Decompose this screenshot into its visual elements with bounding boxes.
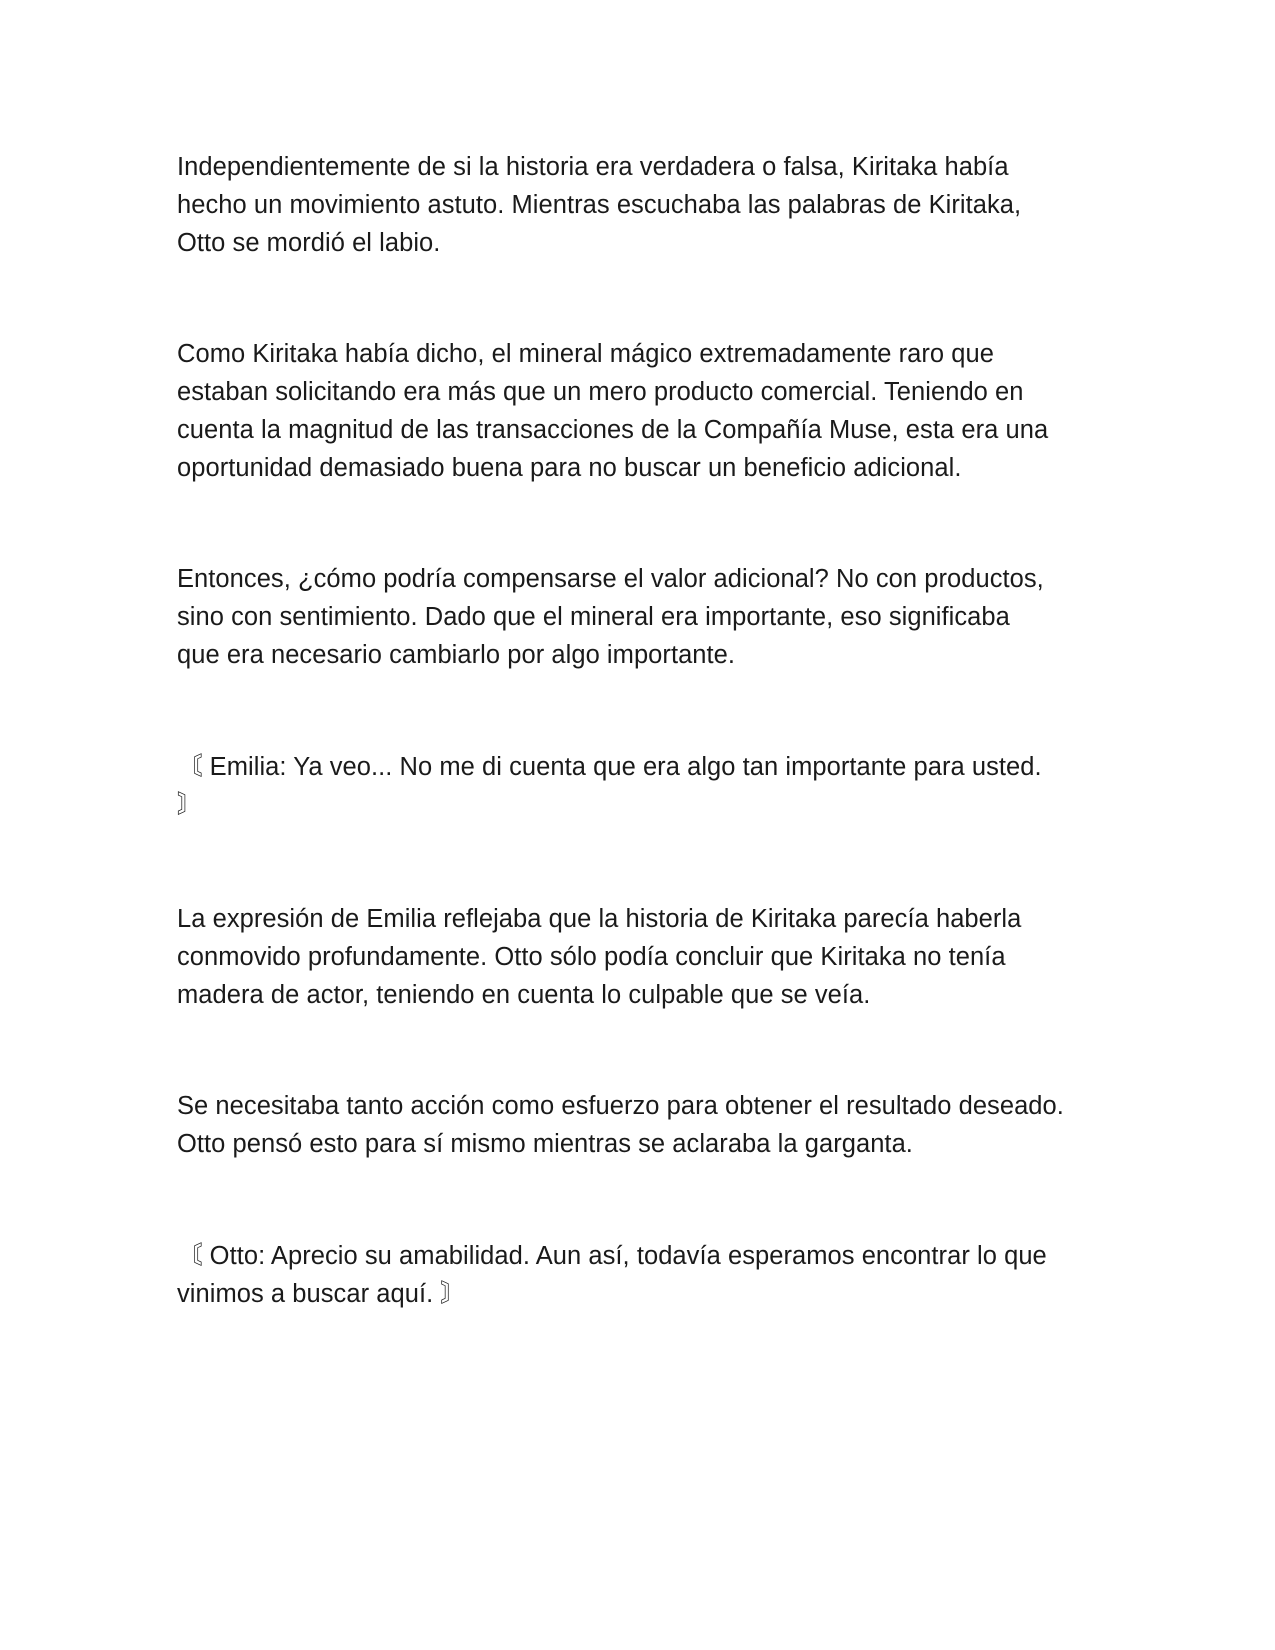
paragraph-5 [177,900,1097,1014]
dialogue-emilia [177,748,1097,824]
paragraph-line: que era necesario cambiarlo por algo importante. [177,641,736,669]
paragraph-line: Entonces, ¿cómo podría compensarse el valor adicional? No con productos, [177,565,1044,593]
paragraph-line: hecho un movimiento astuto. Mientras escuchaba las palabras de Kiritaka, [177,191,1022,219]
paragraph-6 [177,1087,1097,1163]
paragraph-line: Se necesitaba tanto acción como esfuerzo para obtener el resultado deseado. [177,1092,1064,1120]
paragraph-line: La expresión de Emilia reflejaba que la historia de Kiritaka parecía haberla [177,905,1022,933]
paragraph-line: conmovido profundamente. Otto sólo podía concluir que Kiritaka no tenía [177,943,1006,971]
paragraph-line: Como Kiritaka había dicho, el mineral mágico extremadamente raro que [177,340,994,368]
paragraph-line: Otto pensó esto para sí mismo mientras se aclaraba la garganta. [177,1130,913,1158]
paragraph-line: oportunidad demasiado buena para no buscar un beneficio adicional. [177,454,962,482]
paragraph-line: sino con sentimiento. Dado que el mineral era importante, eso significaba [177,603,1010,631]
paragraph-line: estaban solicitando era más que un mero producto comercial. Teniendo en [177,378,1024,406]
dialogue-otto [177,1237,1097,1313]
dialogue-line: 〘 Otto: Aprecio su amabilidad. Aun así, todavía esperamos encontrar lo que [177,1242,1047,1270]
paragraph-3 [177,560,1097,674]
paragraph-line: cuenta la magnitud de las transacciones de la Compañía Muse, esta era una [177,416,1049,444]
paragraph-line: madera de actor, teniendo en cuenta lo culpable que se veía. [177,981,871,1009]
paragraph-2 [177,335,1097,487]
dialogue-line: vinimos a buscar aquí. 〙 [177,1280,466,1308]
dialogue-line: 〙 [177,791,203,819]
paragraph-line: Independientemente de si la historia era verdadera o falsa, Kiritaka había [177,153,1009,181]
paragraph-1 [177,148,1097,262]
dialogue-line: 〘 Emilia: Ya veo... No me di cuenta que era algo tan importante para usted. [177,753,1042,781]
paragraph-line: Otto se mordió el labio. [177,229,441,257]
